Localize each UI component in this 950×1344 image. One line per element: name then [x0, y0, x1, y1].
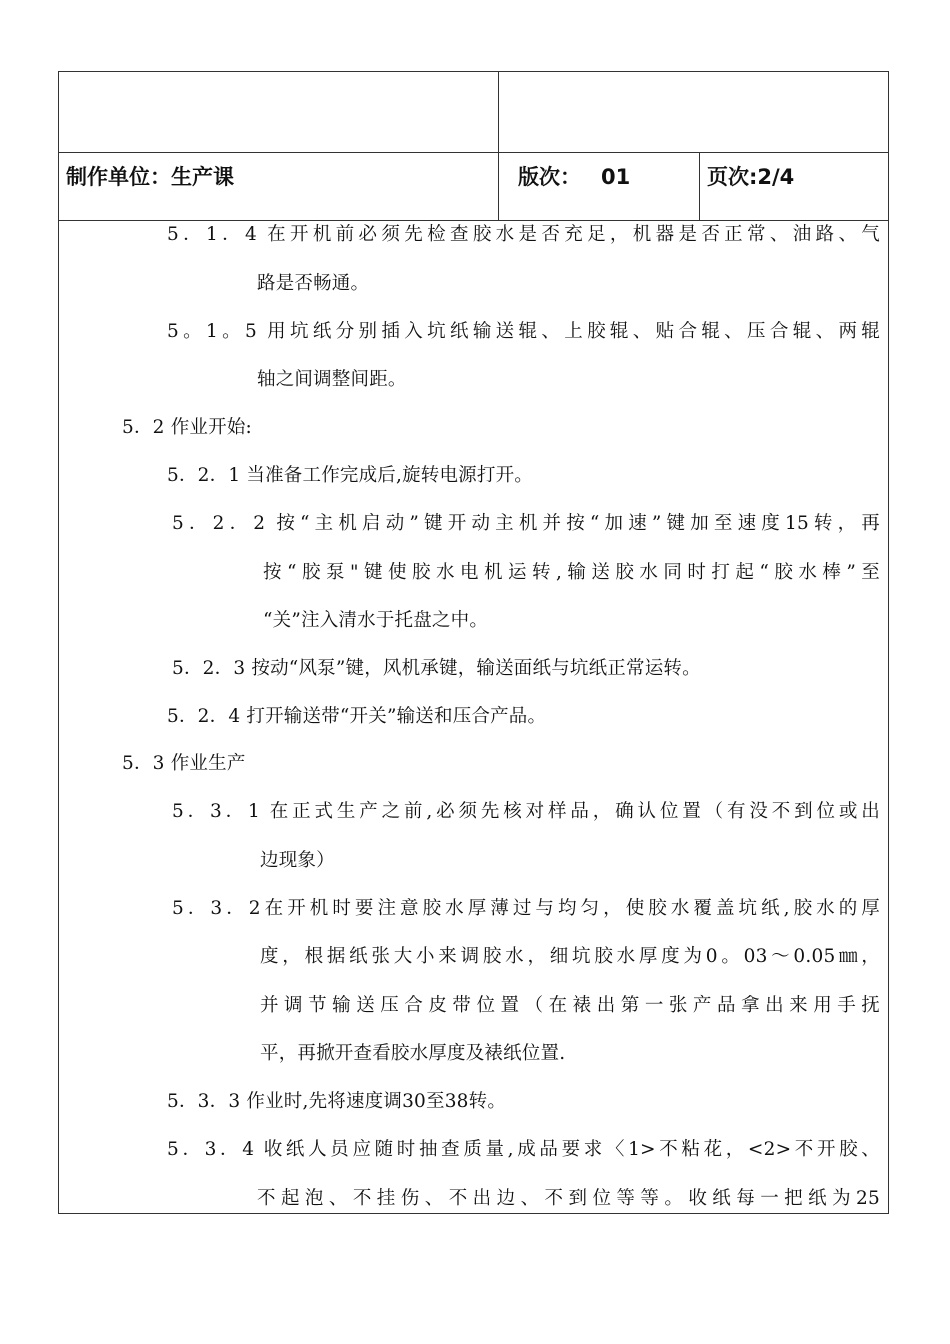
section-heading-5-2: 5．2 作业开始: — [122, 417, 252, 438]
text-line-20: 5．3．4 收纸人员应随时抽查质量,成品要求〈1>不粘花，<2>不开胶、 — [167, 1139, 880, 1160]
header-divider-top — [59, 152, 888, 153]
text-line-16: 度，根据纸张大小来调胶水，细坑胶水厚度为0。03～0.05㎜， — [260, 946, 880, 967]
header-column-divider-2 — [699, 152, 700, 220]
text-line-15: 5．3．2在开机时要注意胶水厚薄过与均匀，使胶水覆盖坑纸,胶水的厚 — [172, 898, 880, 919]
text-line-9: “关”注入清水于托盘之中。 — [263, 610, 489, 631]
text-line-4: 轴之间调整间距。 — [257, 369, 407, 390]
text-line-7: 5．2．2 按“主机启动”键开动主机并按“加速”键加至速度15转，再 — [172, 513, 880, 534]
text-line-11: 5．2．4 打开输送带“开关”输送和压合产品。 — [167, 706, 547, 727]
text-line-6: 5．2．1 当准备工作完成后,旋转电源打开。 — [167, 465, 533, 486]
header-column-divider-1 — [498, 72, 499, 220]
text-line-2: 路是否畅通。 — [257, 273, 370, 294]
text-line-19: 5．3．3 作业时,先将速度调30至38转。 — [167, 1091, 507, 1112]
text-line-3: 5。1。5 用坑纸分别插入坑纸输送辊、上胶辊、贴合辊、压合辊、两辊 — [167, 321, 880, 342]
header-divider-bottom — [59, 220, 888, 221]
text-line-18: 平，再掀开查看胶水厚度及裱纸位置. — [260, 1043, 566, 1064]
unit-label: 制作单位：生产课 — [66, 165, 234, 189]
text-line-21: 不起泡、不挂伤、不出边、不到位等等。收纸每一把纸为25 — [257, 1188, 880, 1209]
text-line-13: 5．3．1 在正式生产之前,必须先核对样品，确认位置（有没不到位或出 — [172, 801, 880, 822]
version-label: 版次： — [518, 165, 581, 189]
text-line-1: 5．1．4 在开机前必须先检查胶水是否充足，机器是否正常、油路、气 — [167, 224, 880, 245]
text-line-8: 按“胶泵"键使胶水电机运转,输送胶水同时打起“胶水棒”至 — [263, 562, 880, 583]
text-line-17: 并调节输送压合皮带位置（在裱出第一张产品拿出来用手抚 — [260, 995, 880, 1016]
text-line-10: 5．2．3 按动“风泵”键，风机承键，输送面纸与坑纸正常运转。 — [172, 658, 701, 679]
version-value: 01 — [601, 165, 631, 189]
page-number: 页次:2/4 — [707, 165, 795, 189]
section-heading-5-3: 5．3 作业生产 — [122, 753, 246, 774]
text-line-14: 边现象） — [260, 850, 335, 871]
